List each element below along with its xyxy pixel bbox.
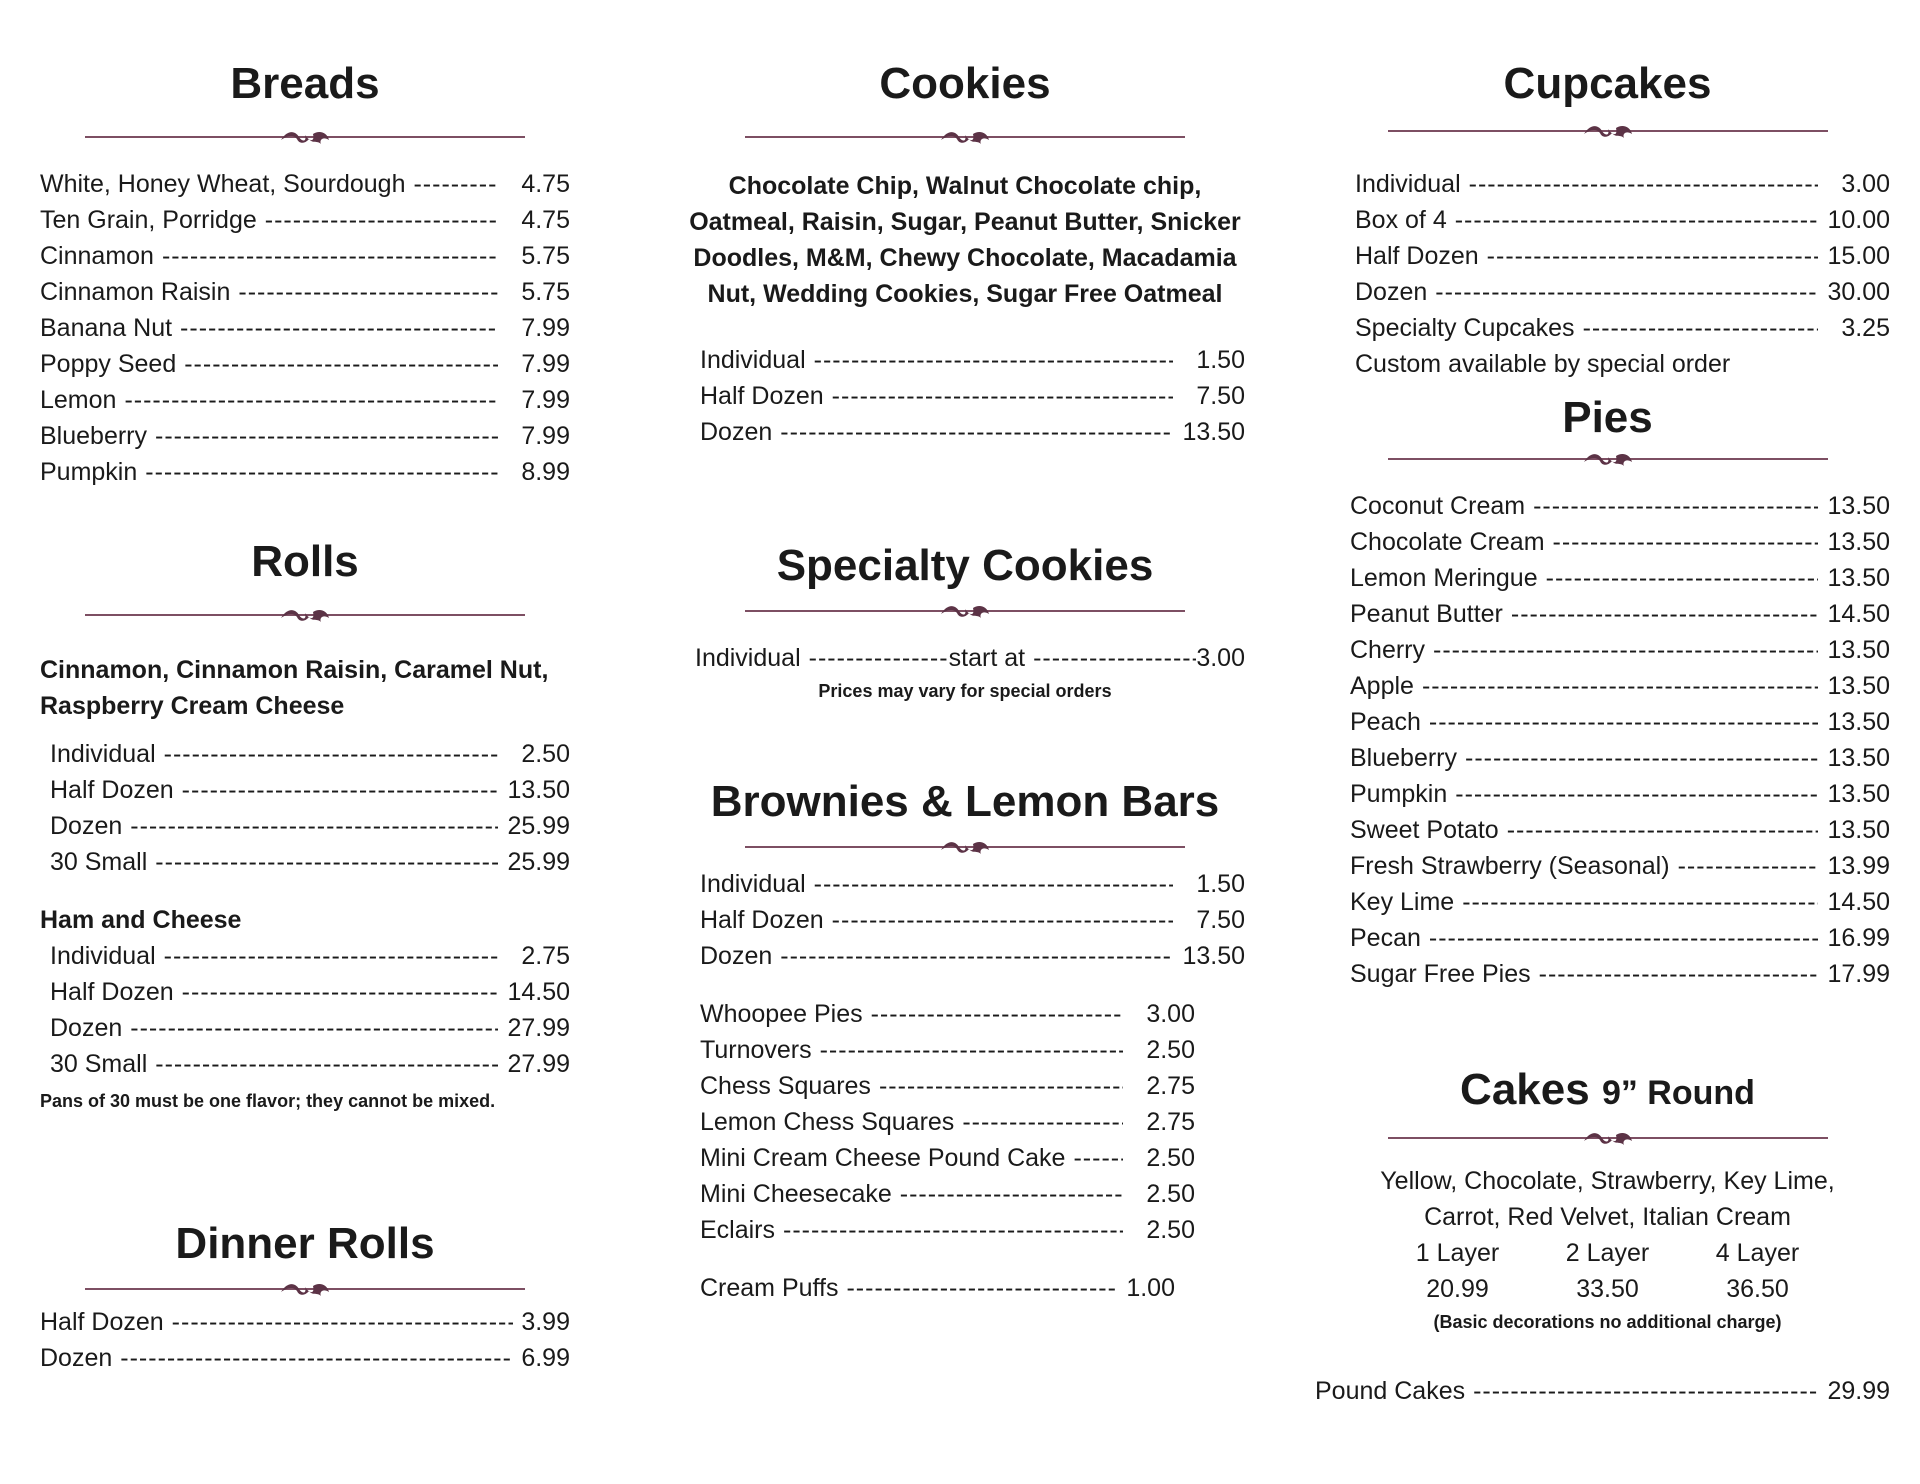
cream-puffs-list (685, 1270, 1245, 1306)
menu-row: Half Dozen ----- 13.50 (50, 772, 570, 808)
flourish-icon (277, 126, 333, 148)
breads-section (40, 58, 570, 490)
menu-row: Dozen ----- 27.99 (50, 1010, 570, 1046)
cakes-title (1325, 1064, 1890, 1119)
cake-layer-prices (1325, 1271, 1890, 1307)
brownies-list (685, 866, 1245, 974)
menu-row: Half Dozen ----- 14.50 (50, 974, 570, 1010)
menu-row: Half Dozen ----- 15.00 (1355, 238, 1890, 274)
special-orders-note: Prices may vary for special orders (818, 681, 1112, 701)
menu-row: Pound Cakes ----- 29.99 (1315, 1373, 1890, 1409)
rolls-section (40, 536, 570, 1114)
menu-row: Half Dozen ----- 3.99 (40, 1304, 570, 1340)
layer-price: 20.99 (1426, 1275, 1489, 1303)
ham-cheese-title: Ham and Cheese (40, 906, 242, 934)
menu-row: 30 Small ----- 25.99 (50, 844, 570, 880)
pans-note: Pans of 30 must be one flavor; they cannot be mixed. (40, 1091, 496, 1111)
dinner-rolls-title: Dinner Rolls (175, 1219, 435, 1268)
flourish-icon (277, 1278, 333, 1300)
ham-cheese-list (40, 938, 570, 1082)
pies-list (1325, 488, 1890, 992)
menu-row: 30 Small ----- 27.99 (50, 1046, 570, 1082)
rolls-flavors: Cinnamon, Cinnamon Raisin, Caramel Nut, Raspberry Cream Cheese (40, 656, 549, 720)
rolls-list (40, 736, 570, 880)
brownies-section (685, 776, 1245, 1306)
brownies-title: Brownies & Lemon Bars (710, 777, 1220, 826)
menu-row: Pecan ----- 16.99 (1350, 920, 1890, 956)
menu-row: Whoopee Pies ----- 3.00 (700, 996, 1195, 1032)
cakes-title-main: Cakes (1460, 1065, 1590, 1114)
cupcakes-list (1325, 166, 1890, 382)
cookies-list (685, 342, 1245, 450)
cupcakes-section (1325, 58, 1890, 382)
breads-list (40, 166, 570, 490)
menu-row: Cream Puffs ----- 1.00 (700, 1270, 1175, 1306)
menu-row: Turnovers ----- 2.50 (700, 1032, 1195, 1068)
menu-row: Cinnamon ----- 5.75 (40, 238, 570, 274)
flourish-icon (937, 600, 993, 622)
pound-cakes-list (1315, 1373, 1890, 1409)
menu-row: Individual ----- 3.00 (1355, 166, 1890, 202)
cookies-flavors: Chocolate Chip, Walnut Chocolate chip, Oatmeal, Raisin, Sugar, Peanut Butter, Snicker Doodles, M&M, Chewy Chocolate, Macadamia Nut, Wedding Cookies, Sugar Free Oatmeal (689, 172, 1241, 308)
extras-list (685, 996, 1245, 1248)
cake-layer-labels (1325, 1235, 1890, 1271)
menu-row: Poppy Seed ----- 7.99 (40, 346, 570, 382)
flourish-icon (1580, 448, 1636, 470)
menu-row: Lemon Chess Squares ----- 2.75 (700, 1104, 1195, 1140)
menu-row: Half Dozen ----- 7.50 (700, 378, 1245, 414)
specialty-cookie-row: Individual ----- start at ----- 3.00 (685, 640, 1245, 676)
cake-flavors: Yellow, Chocolate, Strawberry, Key Lime, Carrot, Red Velvet, Italian Cream (1380, 1167, 1835, 1231)
cupcakes-title: Cupcakes (1503, 59, 1712, 108)
menu-row: Dozen ----- 30.00 (1355, 274, 1890, 310)
flourish-icon (1580, 1127, 1636, 1149)
menu-row: Individual ----- 1.50 (700, 342, 1245, 378)
menu-row: Pumpkin ----- 8.99 (40, 454, 570, 490)
menu-row: Dozen ----- 13.50 (700, 938, 1245, 974)
rolls-title: Rolls (251, 537, 359, 586)
menu-row: Ten Grain, Porridge ----- 4.75 (40, 202, 570, 238)
menu-row: Half Dozen ----- 7.50 (700, 902, 1245, 938)
menu-row: Dozen ----- 6.99 (40, 1340, 570, 1376)
flourish-icon (937, 126, 993, 148)
menu-row: Individual ----- 2.75 (50, 938, 570, 974)
menu-row: Individual ----- 1.50 (700, 866, 1245, 902)
menu-row: Lemon ----- 7.99 (40, 382, 570, 418)
ornament-divider (85, 604, 525, 626)
cakes-section (1315, 1064, 1890, 1409)
cakes-subtitle: 9” Round (1601, 1074, 1755, 1112)
menu-row: Sweet Potato ----- 13.50 (1350, 812, 1890, 848)
custom-note: Custom available by special order (1355, 350, 1731, 378)
ornament-divider (1388, 120, 1828, 142)
pies-section (1325, 392, 1890, 992)
menu-row: Dozen ----- 25.99 (50, 808, 570, 844)
layer-label: 4 Layer (1715, 1239, 1800, 1267)
layer-price: 36.50 (1726, 1275, 1789, 1303)
menu-row: Sugar Free Pies ----- 17.99 (1350, 956, 1890, 992)
flourish-icon (277, 604, 333, 626)
menu-row: Box of 4 ----- 10.00 (1355, 202, 1890, 238)
decorations-note: (Basic decorations no additional charge) (1433, 1312, 1782, 1332)
ornament-divider (1388, 448, 1828, 470)
menu-row: Dozen ----- 13.50 (700, 414, 1245, 450)
specialty-cookies-section (685, 540, 1245, 704)
menu-row: Cherry ----- 13.50 (1350, 632, 1890, 668)
ornament-divider (85, 1278, 525, 1300)
menu-row: Fresh Strawberry (Seasonal) ----- 13.99 (1350, 848, 1890, 884)
menu-row: Coconut Cream ----- 13.50 (1350, 488, 1890, 524)
layer-price: 33.50 (1576, 1275, 1639, 1303)
dinner-rolls-list (40, 1304, 570, 1376)
menu-row: Peanut Butter ----- 14.50 (1350, 596, 1890, 632)
menu-row: Individual ----- 2.50 (50, 736, 570, 772)
menu-row: Mini Cheesecake ----- 2.50 (700, 1176, 1195, 1212)
cookies-title: Cookies (879, 59, 1051, 108)
menu-row: Peach ----- 13.50 (1350, 704, 1890, 740)
menu-row: Blueberry ----- 7.99 (40, 418, 570, 454)
ornament-divider (745, 600, 1185, 622)
dinner-rolls-section (40, 1218, 570, 1376)
menu-row: Banana Nut ----- 7.99 (40, 310, 570, 346)
flourish-icon (937, 836, 993, 858)
menu-row: Key Lime ----- 14.50 (1350, 884, 1890, 920)
menu-row: Blueberry ----- 13.50 (1350, 740, 1890, 776)
menu-row: Cinnamon Raisin ----- 5.75 (40, 274, 570, 310)
ornament-divider (745, 126, 1185, 148)
menu-row: Specialty Cupcakes ----- 3.25 (1355, 310, 1890, 346)
ornament-divider (85, 126, 525, 148)
menu-row: Chess Squares ----- 2.75 (700, 1068, 1195, 1104)
layer-label: 2 Layer (1565, 1239, 1650, 1267)
menu-row: Pumpkin ----- 13.50 (1350, 776, 1890, 812)
menu-row: White, Honey Wheat, Sourdough ----- 4.75 (40, 166, 570, 202)
menu-row: Lemon Meringue ----- 13.50 (1350, 560, 1890, 596)
pies-title: Pies (1562, 393, 1653, 442)
menu-row: Eclairs ----- 2.50 (700, 1212, 1195, 1248)
menu-row: Chocolate Cream ----- 13.50 (1350, 524, 1890, 560)
specialty-cookies-title: Specialty Cookies (776, 541, 1154, 590)
layer-label: 1 Layer (1415, 1239, 1500, 1267)
ornament-divider (1388, 1127, 1828, 1149)
menu-row: Mini Cream Cheese Pound Cake ----- 2.50 (700, 1140, 1195, 1176)
cookies-section (685, 58, 1245, 450)
menu-row: Apple ----- 13.50 (1350, 668, 1890, 704)
breads-title: Breads (230, 59, 380, 108)
flourish-icon (1580, 120, 1636, 142)
ornament-divider (745, 836, 1185, 858)
